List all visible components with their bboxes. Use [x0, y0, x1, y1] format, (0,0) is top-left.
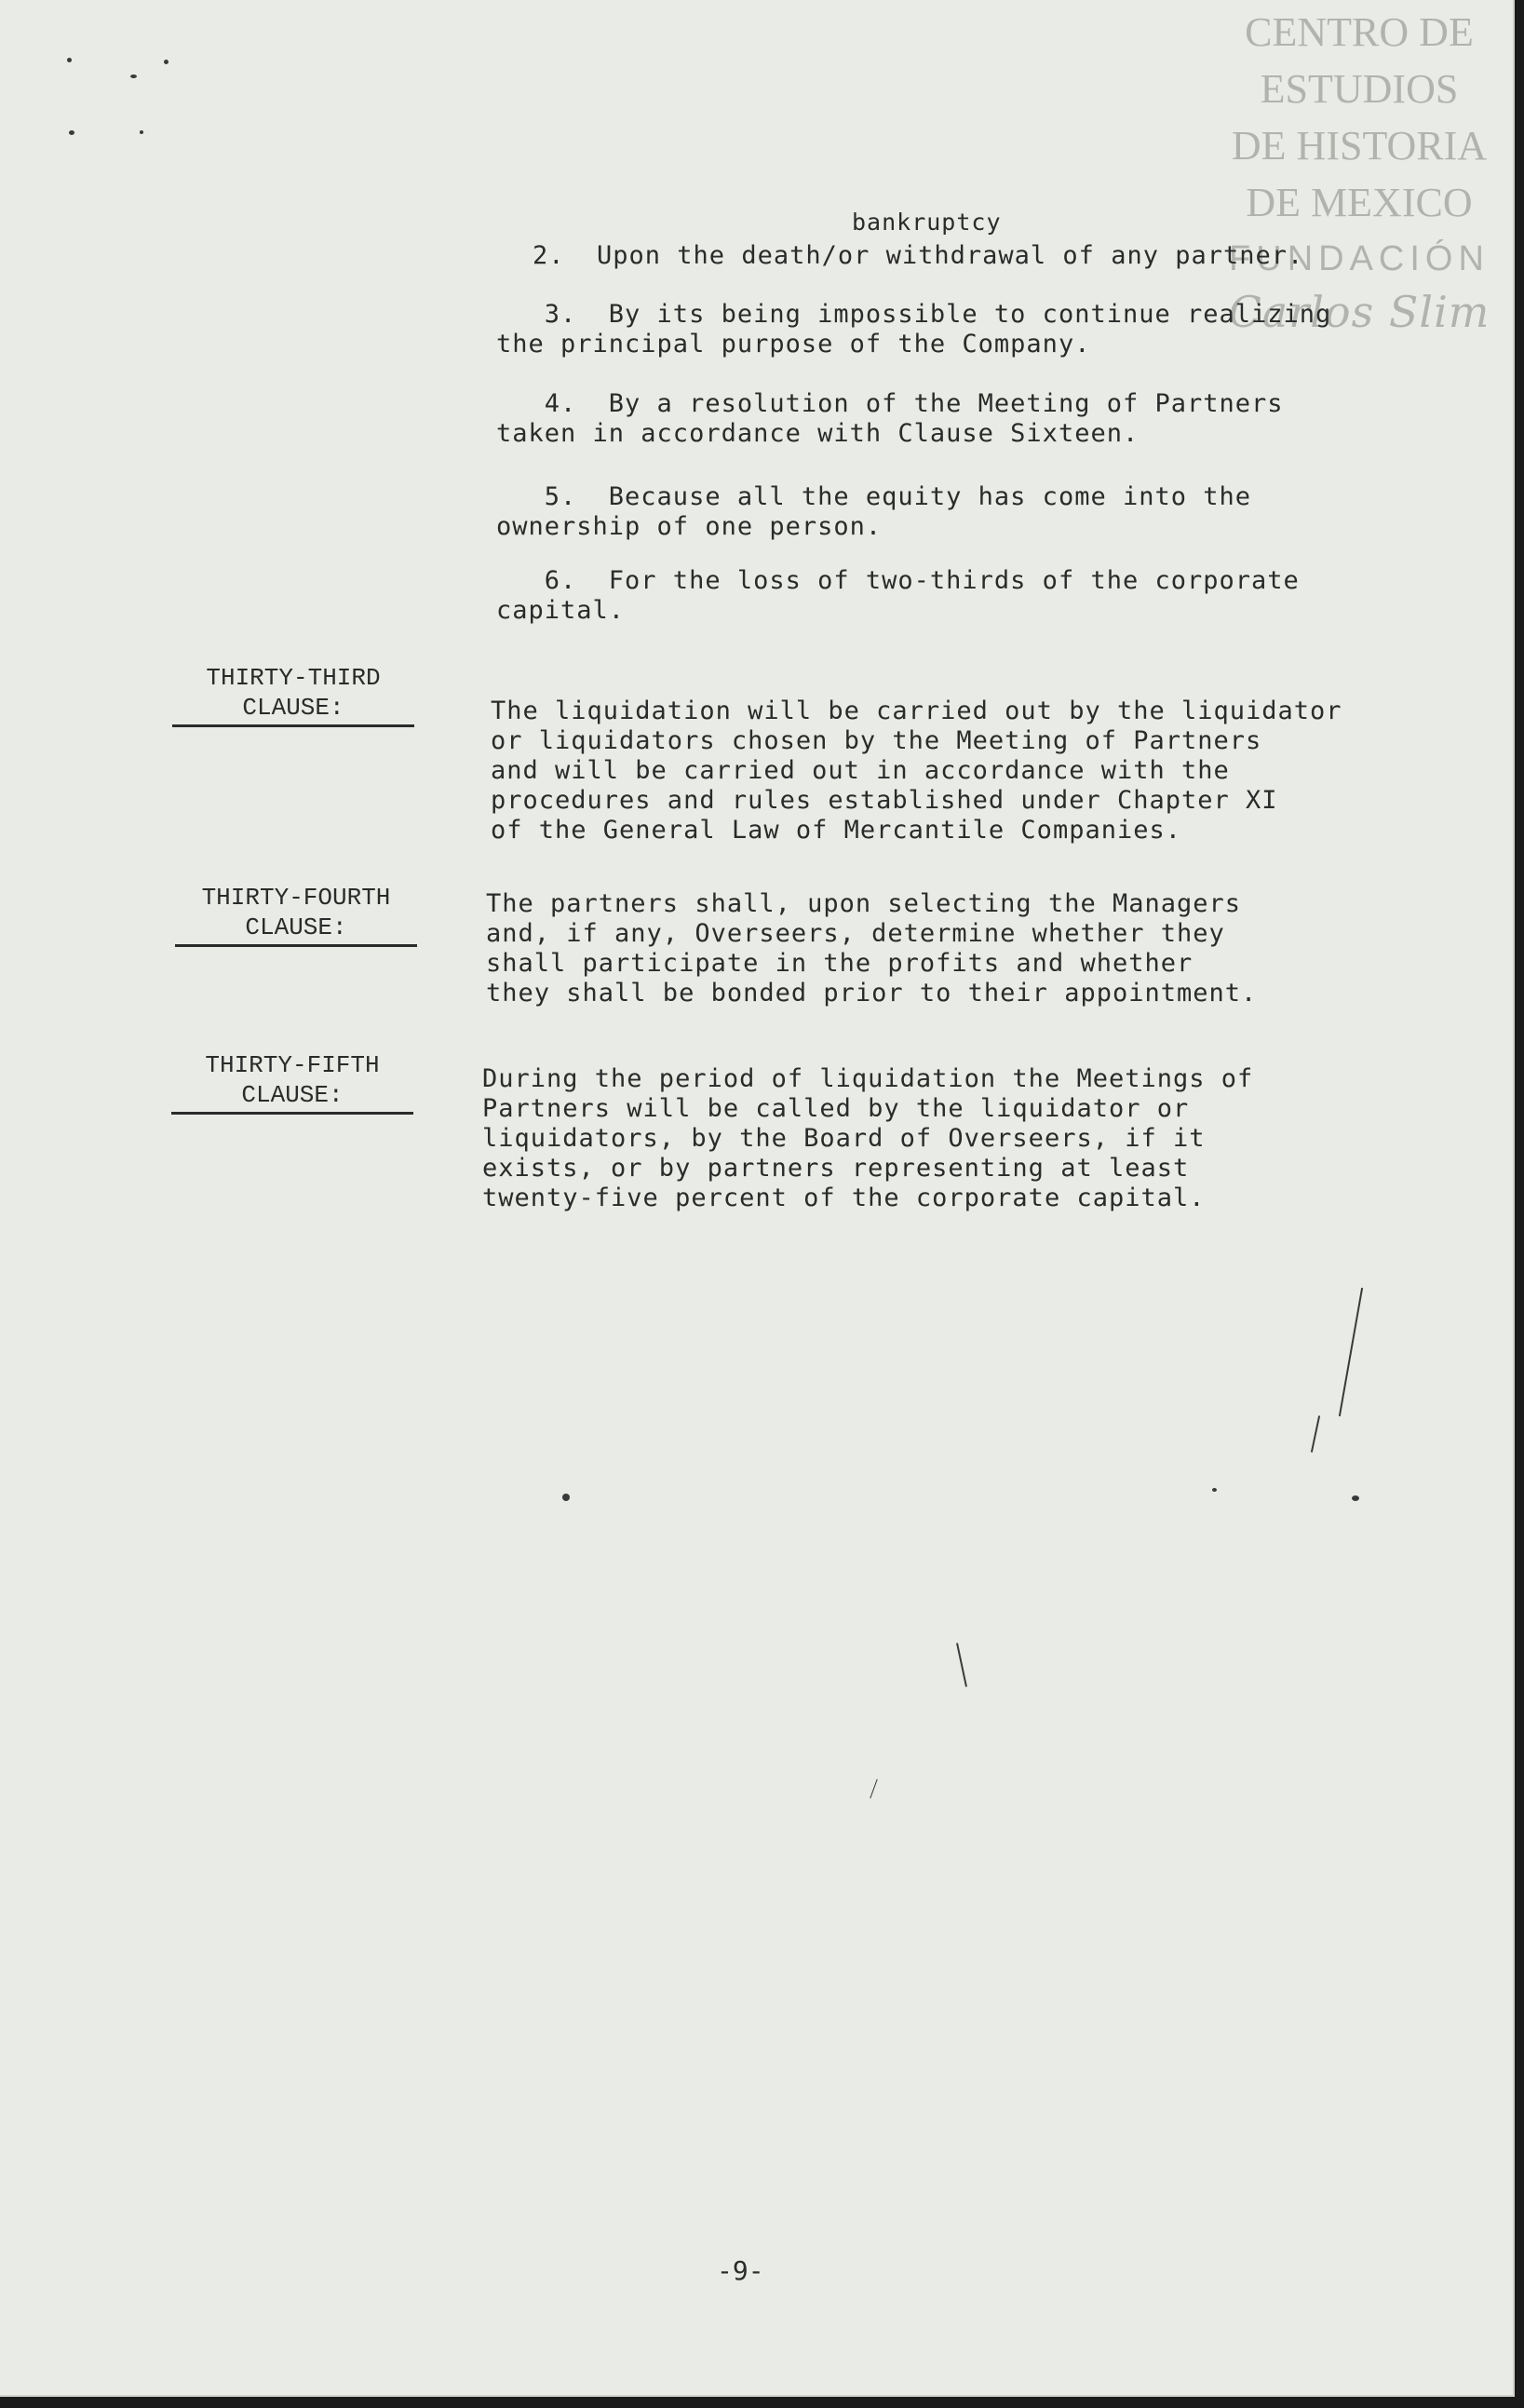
clause-34-label: THIRTY-FOURTH CLAUSE:: [175, 883, 417, 947]
watermark-line-5: FUNDACIÓN: [1229, 239, 1490, 278]
ink-speck: [1352, 1495, 1359, 1501]
watermark-signature: Carlos Slim: [1228, 287, 1490, 337]
ink-speck: [130, 74, 137, 78]
list-item-4: 4. By a resolution of the Meeting of Partners taken in accordance with Clause Sixteen.: [496, 389, 1284, 448]
pencil-stroke: [1311, 1415, 1320, 1453]
pencil-stroke: [870, 1779, 877, 1798]
ink-speck: [69, 130, 74, 135]
list-item-3: 3. By its being impossible to continue realizing the principal purpose of the Company.: [496, 300, 1332, 358]
clause-35-label: THIRTY-FIFTH CLAUSE:: [171, 1050, 413, 1115]
ink-speck: [67, 58, 72, 62]
clause-34-body: The partners shall, upon selecting the Managers and, if any, Overseers, determine whether they shall participate in the profits and whether they shall be bonded prior to their appointment.: [486, 889, 1258, 1008]
list-item-6: 6. For the loss of two-thirds of the corporate capital.: [496, 566, 1300, 625]
clause-33-label: THIRTY-THIRD CLAUSE:: [172, 663, 414, 727]
watermark-line-1: CENTRO DE: [1245, 9, 1474, 55]
ink-speck: [140, 130, 143, 134]
list-item-2: 2. Upon the death/or withdrawal of any partner.: [533, 241, 1304, 270]
clause-35-body: During the period of liquidation the Meetings of Partners will be called by the liquidator or liquidators, by the Board of Overseers, if it exists, or by partners representing at least twenty-five percent of the corporate capital.: [482, 1064, 1254, 1212]
list-item-5: 5. Because all the equity has come into the ownership of one person.: [496, 482, 1252, 541]
pencil-stroke: [1339, 1288, 1363, 1416]
watermark-line-3: DE HISTORIA: [1231, 123, 1488, 169]
handwritten-insertion: bankruptcy: [852, 209, 1002, 236]
page-number: -9-: [717, 2255, 764, 2286]
clause-33-body: The liquidation will be carried out by the liquidator or liquidators chosen by the Meeting of Partners and will be carried out in accordance with the procedures and rules established under Chapter XI of the General Law of Mercantile Companies.: [491, 697, 1342, 845]
watermark-line-4: DE MEXICO: [1246, 180, 1473, 225]
pencil-stroke: [956, 1643, 967, 1686]
watermark-line-2: ESTUDIOS: [1260, 66, 1459, 112]
archive-watermark: [1201, 4, 1517, 337]
ink-speck: [164, 60, 169, 64]
ink-speck: [562, 1494, 570, 1501]
ink-speck: [1212, 1488, 1217, 1492]
